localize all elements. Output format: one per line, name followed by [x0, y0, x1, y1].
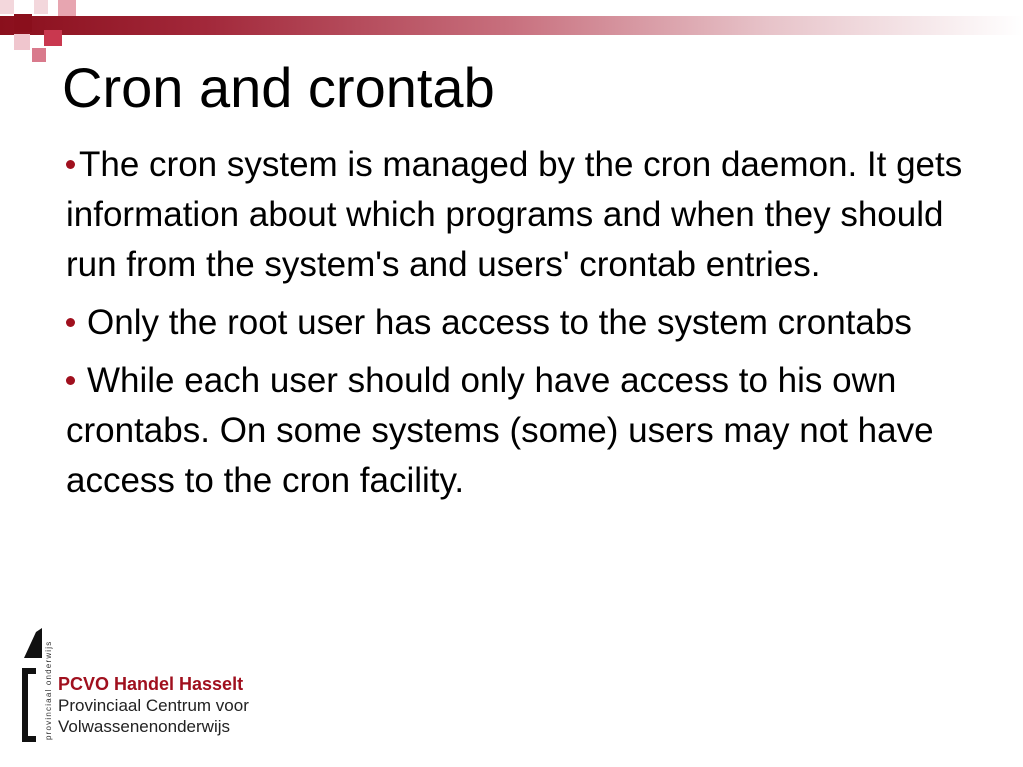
- corner-square-pink: [58, 0, 76, 16]
- logo-subtitle-line1: Provinciaal Centrum voor: [58, 696, 249, 715]
- corner-square-light: [32, 48, 46, 62]
- corner-square-medium: [44, 30, 62, 46]
- bullet-dot-icon: [66, 160, 75, 169]
- corner-square-dark: [14, 14, 32, 32]
- bullet-list: [66, 140, 966, 514]
- bullet-item: [66, 356, 966, 506]
- logo-name: PCVO Handel Hasselt: [58, 674, 244, 694]
- bullet-text: The cron system is managed by the cron daemon. It gets information about which programs and when they should run from the system's and users' crontab entries.: [66, 145, 963, 284]
- slide-title: Cron and crontab: [62, 56, 495, 119]
- bullet-item: [66, 298, 966, 348]
- bullet-dot-icon: [66, 318, 75, 327]
- corner-square-pink: [14, 34, 30, 50]
- bullet-text: While each user should only have access to his own crontabs. On some systems (some) users may not have access to the cron facility.: [66, 361, 934, 500]
- bullet-dot-icon: [66, 376, 75, 385]
- svg-text:provinciaal onderwijs: provinciaal onderwijs: [44, 640, 53, 740]
- corner-square-light: [0, 0, 14, 14]
- corner-square-light: [34, 0, 48, 14]
- logo-mark-icon: [18, 628, 58, 748]
- pcvo-logo: [18, 628, 278, 748]
- header-gradient-band: [0, 16, 1023, 35]
- bullet-item: [66, 140, 966, 290]
- logo-subtitle-line2: Volwassenenonderwijs: [58, 717, 230, 736]
- bullet-text: Only the root user has access to the system crontabs: [87, 303, 912, 342]
